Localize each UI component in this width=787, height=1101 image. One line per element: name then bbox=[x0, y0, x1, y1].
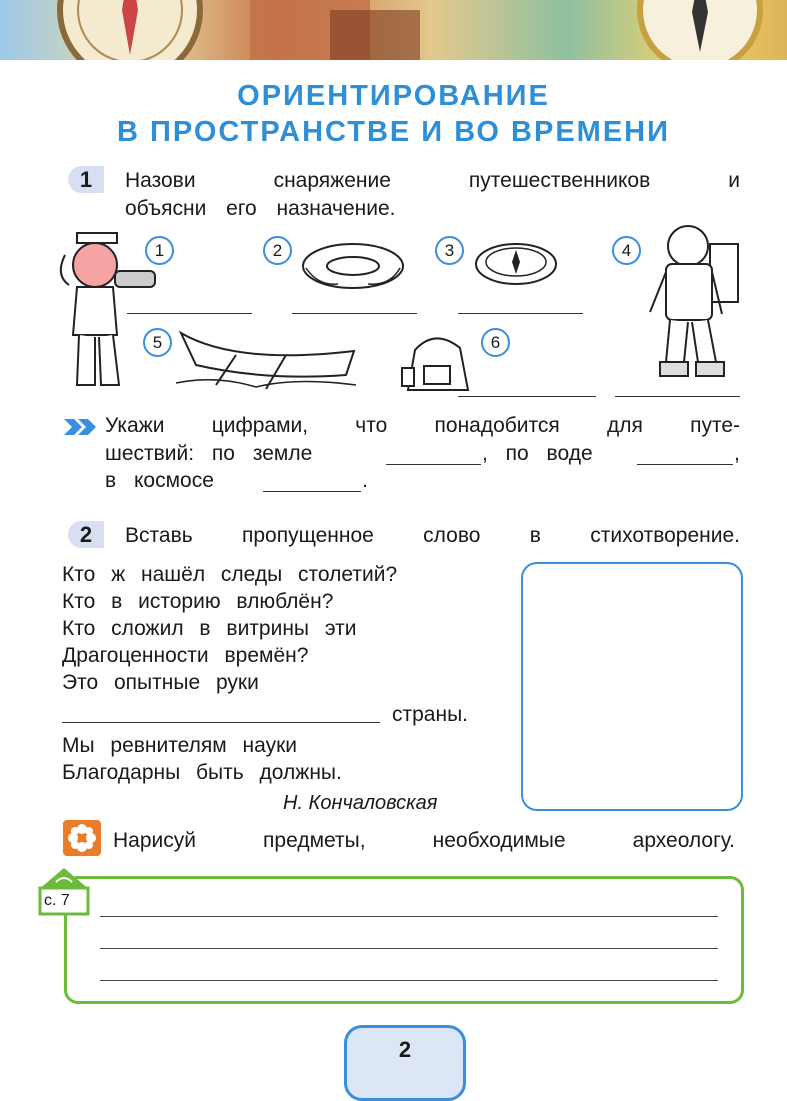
answer-line-3[interactable] bbox=[458, 313, 583, 314]
answer-water[interactable] bbox=[637, 464, 733, 465]
answer-line-1[interactable] bbox=[127, 313, 252, 314]
poem-line-2: Кто в историю влюблён? bbox=[62, 590, 334, 613]
boat-icon bbox=[176, 325, 361, 395]
item-number-6: 6 bbox=[481, 328, 510, 357]
task2-number-badge: 2 bbox=[68, 521, 104, 548]
page-reference: с. 7 bbox=[44, 892, 70, 909]
answer-line-6[interactable] bbox=[458, 396, 596, 397]
task2-instruction: Вставь пропущенное слово в стихотворение. bbox=[125, 524, 740, 547]
drawing-box[interactable] bbox=[521, 562, 743, 811]
poem-line-8: Благодарны быть должны. bbox=[62, 761, 342, 784]
task1-text-line2: объясни его назначение. bbox=[125, 197, 396, 220]
task1-text-line1: Назови снаряжение путешественников и bbox=[125, 169, 740, 192]
double-arrow-icon bbox=[64, 417, 98, 437]
subtask-line3a: в космосе bbox=[105, 469, 214, 492]
writing-line-2[interactable] bbox=[100, 948, 718, 949]
item-number-4: 4 bbox=[612, 236, 641, 265]
backpack-icon bbox=[400, 330, 478, 395]
subtask-line1: Укажи цифрами, что понадобится для путе- bbox=[105, 414, 740, 437]
page-number: 2 bbox=[344, 1025, 466, 1101]
poem-line-5: Это опытные руки bbox=[62, 671, 259, 694]
task1-number-badge: 1 bbox=[68, 166, 104, 193]
writing-line-1[interactable] bbox=[100, 916, 718, 917]
subtask-line2b: , по воде bbox=[482, 442, 593, 465]
page-title-line1: ОРИЕНТИРОВАНИЕ bbox=[237, 80, 550, 112]
astronaut-icon bbox=[640, 222, 750, 382]
poem-line-3: Кто сложил в витрины эти bbox=[62, 617, 357, 640]
poem-line-1: Кто ж нашёл следы столетий? bbox=[62, 563, 398, 586]
answer-line-2[interactable] bbox=[292, 313, 417, 314]
poem-line-6-suffix: страны. bbox=[392, 703, 469, 726]
flower-icon bbox=[63, 820, 101, 856]
item-number-2: 2 bbox=[263, 236, 292, 265]
top-banner-illustration bbox=[0, 0, 787, 60]
subtask-line2c: , bbox=[734, 442, 740, 465]
poem-missing-word[interactable] bbox=[62, 722, 380, 723]
item-number-3: 3 bbox=[435, 236, 464, 265]
poem-line-4: Драгоценности времён? bbox=[62, 644, 309, 667]
poem-author: Н. Кончаловская bbox=[283, 792, 438, 814]
answer-box[interactable] bbox=[64, 876, 744, 1004]
page-title-line2: В ПРОСТРАНСТВЕ И ВО ВРЕМЕНИ bbox=[117, 116, 670, 148]
answer-space[interactable] bbox=[263, 491, 361, 492]
item-number-1: 1 bbox=[145, 236, 174, 265]
lifebuoy-icon bbox=[298, 240, 408, 292]
subtask-line2a: шествий: по земле bbox=[105, 442, 313, 465]
subtask-line3b: . bbox=[362, 469, 368, 492]
writing-line-3[interactable] bbox=[100, 980, 718, 981]
answer-line-4[interactable] bbox=[615, 396, 740, 397]
compass-icon bbox=[0, 0, 787, 60]
compass-icon bbox=[472, 240, 562, 290]
task3-instruction: Нарисуй предметы, необходимые археологу. bbox=[113, 829, 735, 852]
item-number-5: 5 bbox=[143, 328, 172, 357]
poem-line-7: Мы ревнителям науки bbox=[62, 734, 297, 757]
answer-land[interactable] bbox=[386, 464, 481, 465]
